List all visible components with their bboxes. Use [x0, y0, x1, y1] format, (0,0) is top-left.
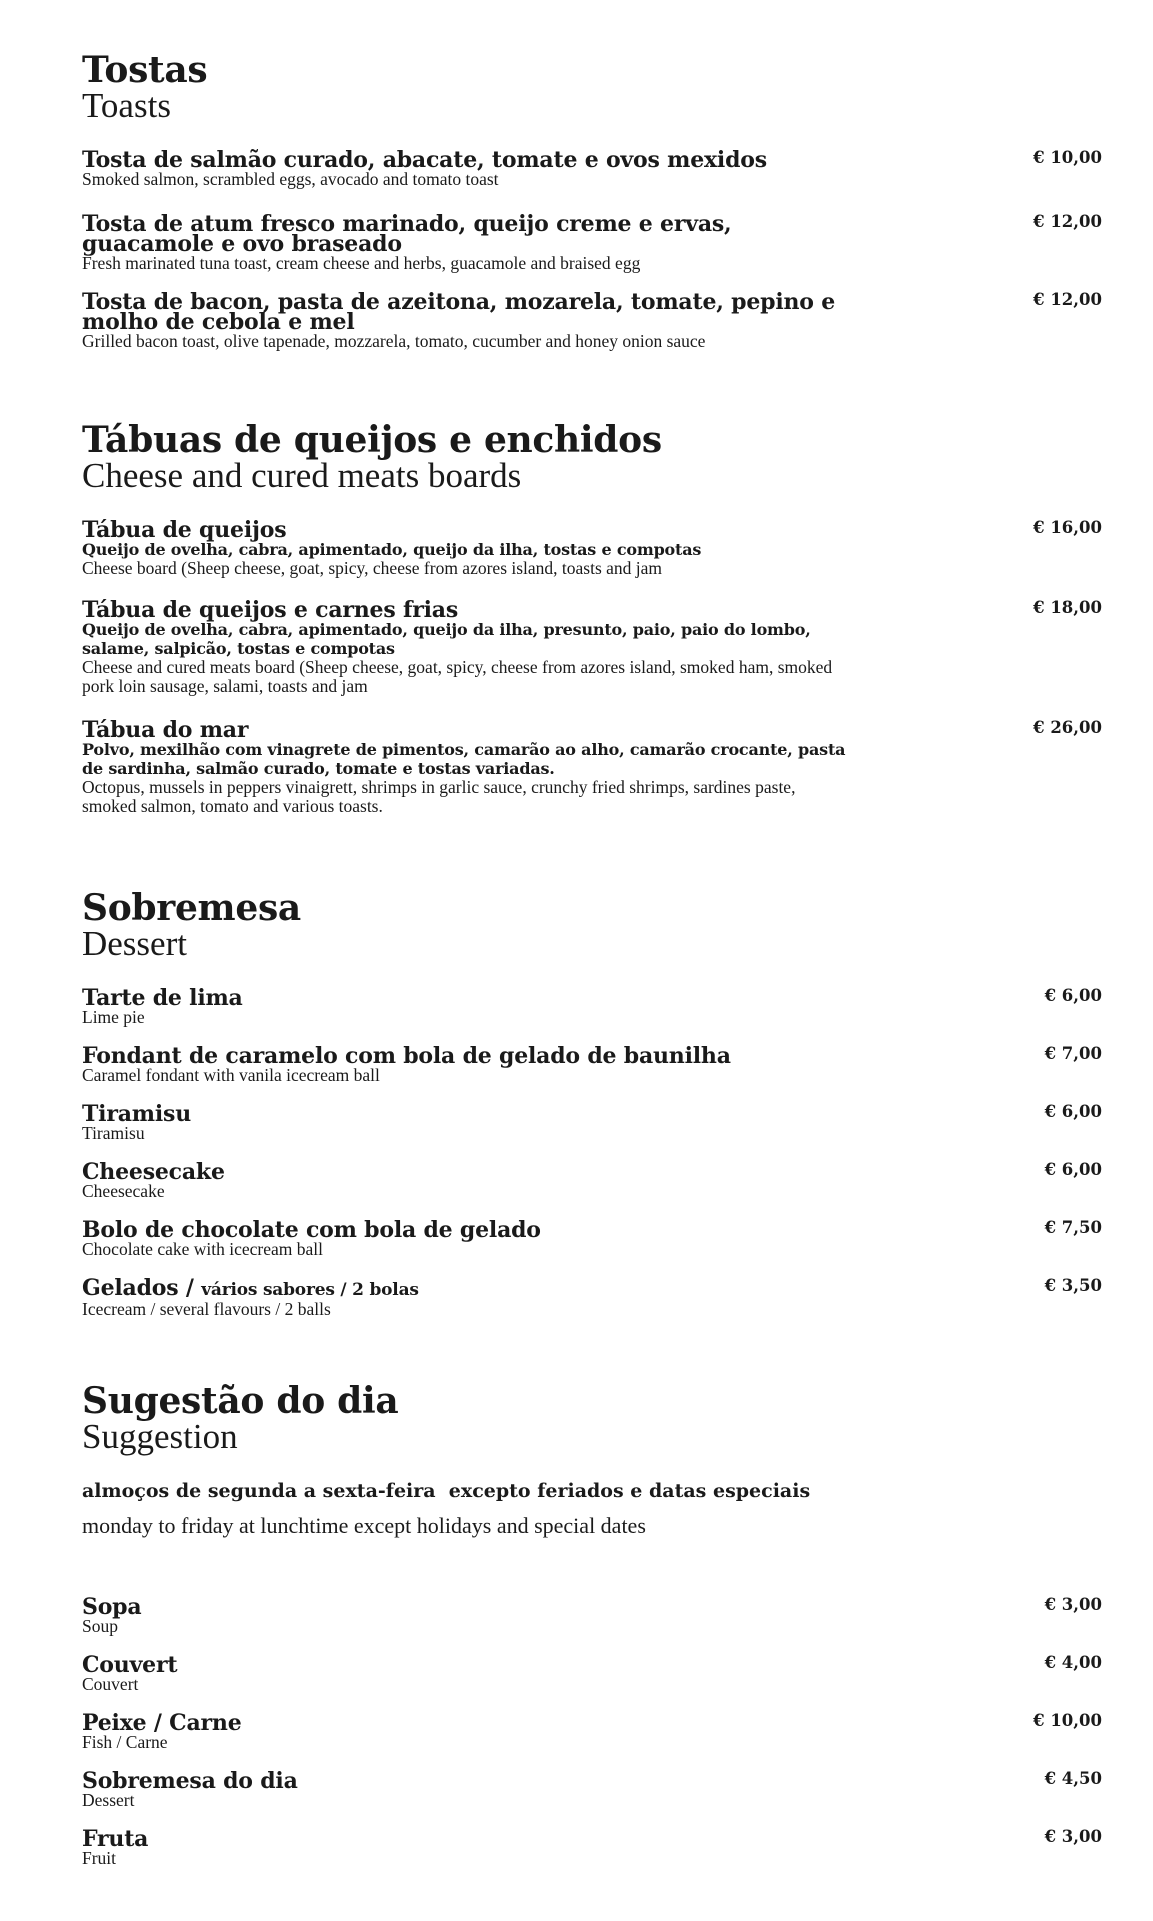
item-name: Bolo de chocolate com bola de gelado — [82, 1217, 541, 1243]
availability-note-pt: almoços de segunda a sexta-feira excepto feriados e datas especiais — [82, 1480, 811, 1502]
section-subtitle: Toasts — [82, 86, 171, 125]
item-description: Cheese board (Sheep cheese, goat, spicy, cheese from azores island, toasts and jam — [82, 558, 663, 578]
item-description: Grilled bacon toast, olive tapenade, mozzarela, tomato, cucumber and honey onion sauce — [82, 331, 706, 351]
menu-item — [82, 1101, 1102, 1143]
item-price: € 6,00 — [1044, 1160, 1102, 1179]
item-name: Tábua do mar — [82, 717, 249, 743]
section-dessert — [82, 887, 1102, 1319]
menu-item — [82, 1768, 1102, 1810]
item-name: Sopa — [82, 1594, 142, 1620]
item-description: Fish / Carne — [82, 1732, 168, 1752]
section-title: Tostas — [82, 49, 208, 91]
item-description: Tiramisu — [82, 1123, 145, 1143]
item-price: € 16,00 — [1033, 518, 1102, 537]
section-title: Sugestão do dia — [82, 1380, 399, 1422]
item-detail: Queijo de ovelha, cabra, apimentado, queijo da ilha, presunto, paio, paio do lombo, salame, salpicão, tostas e compotas — [82, 620, 811, 658]
item-description: Octopus, mussels in peppers vinaigrett, shrimps in garlic sauce, crunchy fried shrimps, sardines paste, smoked salmon, tomato and various toasts. — [82, 777, 796, 816]
item-description: Cheese and cured meats board (Sheep cheese, goat, spicy, cheese from azores island, smoked ham, smoked pork loin sausage, salami, toasts and jam — [82, 657, 833, 696]
item-name: Tosta de bacon, pasta de azeitona, mozarela, tomate, pepino e molho de cebola e mel — [82, 289, 835, 335]
menu-item — [82, 717, 1102, 816]
section-boards — [82, 419, 1102, 816]
menu-item — [82, 597, 1102, 696]
item-name: Sobremesa do dia — [82, 1768, 298, 1794]
item-price: € 10,00 — [1033, 148, 1102, 167]
menu-item — [82, 1710, 1102, 1752]
item-name: Tosta de salmão curado, abacate, tomate e ovos mexidos — [82, 147, 767, 173]
menu-item — [82, 1594, 1102, 1636]
item-name — [82, 1275, 852, 1301]
item-price: € 12,00 — [1033, 290, 1102, 309]
item-name: Peixe / Carne — [82, 1710, 242, 1736]
item-name-main: Gelados / — [82, 1275, 202, 1301]
item-price: € 18,00 — [1033, 598, 1102, 617]
section-subtitle: Cheese and cured meats boards — [82, 456, 522, 495]
menu-item — [82, 517, 1102, 578]
item-price: € 7,50 — [1044, 1218, 1102, 1237]
item-name: Tarte de lima — [82, 985, 243, 1011]
item-price: € 4,00 — [1044, 1653, 1102, 1672]
section-suggestion — [82, 1380, 1102, 1868]
item-price: € 3,00 — [1044, 1595, 1102, 1614]
item-price: € 26,00 — [1033, 718, 1102, 737]
section-title: Tábuas de queijos e enchidos — [82, 419, 662, 461]
item-price: € 6,00 — [1044, 1102, 1102, 1121]
item-description: Fruit — [82, 1848, 117, 1868]
item-description: Soup — [82, 1616, 118, 1636]
menu-item — [82, 289, 1102, 351]
item-description: Smoked salmon, scrambled eggs, avocado and tomato toast — [82, 169, 499, 189]
item-name: Cheesecake — [82, 1159, 225, 1185]
item-name: Tábua de queijos e carnes frias — [82, 597, 459, 623]
item-description: Cheesecake — [82, 1181, 165, 1201]
section-subtitle: Dessert — [82, 924, 187, 963]
section-title: Sobremesa — [82, 887, 301, 929]
item-price: € 3,00 — [1044, 1827, 1102, 1846]
item-name: Tiramisu — [82, 1101, 191, 1127]
item-name: Fruta — [82, 1826, 149, 1852]
item-price: € 4,50 — [1044, 1769, 1102, 1788]
menu-item — [82, 1217, 1102, 1259]
item-price: € 10,00 — [1033, 1711, 1102, 1730]
item-name-small: vários sabores / 2 bolas — [201, 1280, 419, 1300]
item-description: Icecream / several flavours / 2 balls — [82, 1299, 331, 1319]
item-description: Lime pie — [82, 1007, 145, 1027]
menu-item — [82, 1826, 1102, 1868]
menu-item — [82, 1652, 1102, 1694]
availability-note-en: monday to friday at lunchtime except holidays and special dates — [82, 1513, 646, 1538]
item-name: Couvert — [82, 1652, 178, 1678]
menu-item — [82, 211, 1102, 273]
item-price: € 12,00 — [1033, 212, 1102, 231]
item-price: € 3,50 — [1044, 1276, 1102, 1295]
item-description: Caramel fondant with vanila icecream ball — [82, 1065, 380, 1085]
item-description: Couvert — [82, 1674, 139, 1694]
item-description: Dessert — [82, 1790, 135, 1810]
menu-item — [82, 147, 1102, 189]
menu-item — [82, 1275, 1102, 1319]
item-detail: Queijo de ovelha, cabra, apimentado, queijo da ilha, tostas e compotas — [82, 540, 702, 559]
item-name: Tábua de queijos — [82, 517, 287, 543]
item-name: Fondant de caramelo com bola de gelado de baunilha — [82, 1043, 731, 1069]
item-price: € 6,00 — [1044, 986, 1102, 1005]
section-subtitle: Suggestion — [82, 1417, 238, 1456]
menu-item — [82, 1043, 1102, 1085]
item-description: Fresh marinated tuna toast, cream cheese and herbs, guacamole and braised egg — [82, 253, 641, 273]
section-toasts — [82, 49, 1102, 351]
item-description: Chocolate cake with icecream ball — [82, 1239, 323, 1259]
menu-item — [82, 985, 1102, 1027]
menu-item — [82, 1159, 1102, 1201]
item-detail: Polvo, mexilhão com vinagrete de pimentos, camarão ao alho, camarão crocante, pasta de sardinha, salmão curado, tomate e tostas variadas. — [82, 740, 846, 778]
item-name: Tosta de atum fresco marinado, queijo creme e ervas, guacamole e ovo braseado — [82, 211, 732, 257]
item-price: € 7,00 — [1044, 1044, 1102, 1063]
